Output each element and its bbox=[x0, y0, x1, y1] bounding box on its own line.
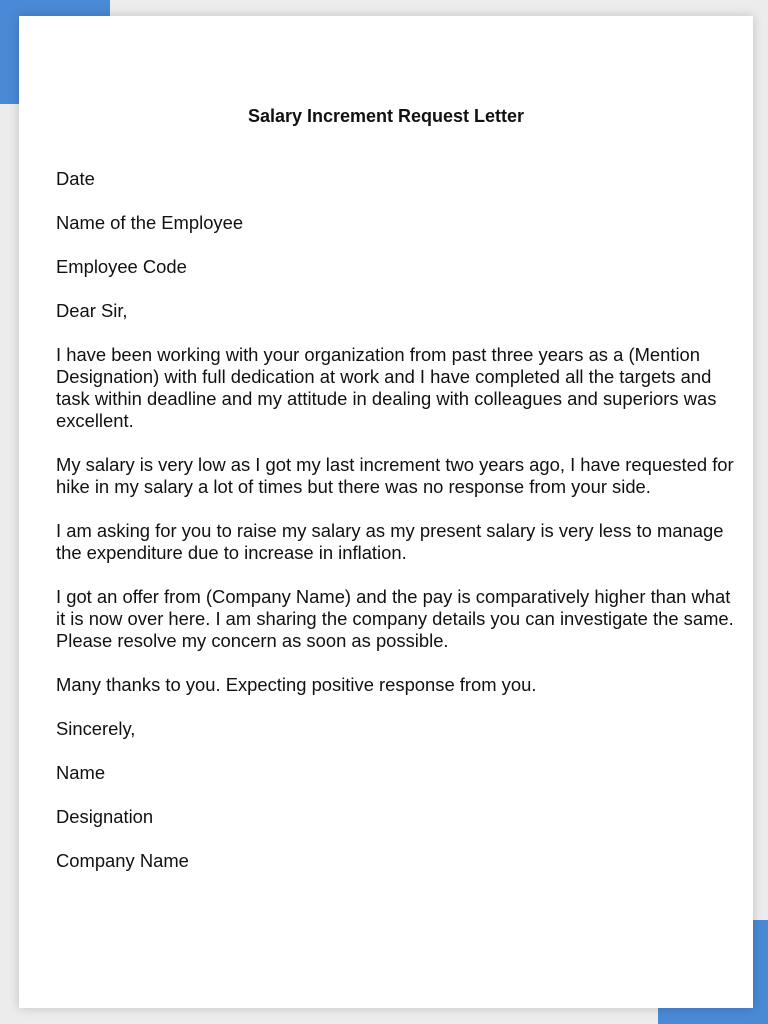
paragraph-service-record: I have been working with your organization from past three years as a (Mention Designation) with full dedication at work and I have completed all the targets and task within deadline and my attitude in dealing with colleagues and superiors was excellent. bbox=[56, 344, 717, 431]
closing: Sincerely, bbox=[56, 718, 136, 739]
letter-date: Date bbox=[56, 168, 95, 189]
signature-company: Company Name bbox=[56, 850, 189, 871]
letter-paper bbox=[19, 16, 753, 1008]
paragraph-competing-offer: I got an offer from (Company Name) and the pay is comparatively higher than what it is now over here. I am sharing the company details you can investigate the same. Please resolve my concern as soon as possible. bbox=[56, 586, 734, 651]
paragraph-raise-request: I am asking for you to raise my salary as my present salary is very less to manage the expenditure due to increase in inflation. bbox=[56, 520, 724, 563]
letter-body bbox=[56, 168, 740, 894]
letter-title: Salary Increment Request Letter bbox=[247, 106, 525, 126]
signature-name: Name bbox=[56, 762, 106, 783]
salutation: Dear Sir, bbox=[56, 300, 128, 321]
signature-designation: Designation bbox=[56, 806, 154, 827]
paragraph-salary-status: My salary is very low as I got my last increment two years ago, I have requested for hike in my salary a lot of times but there was no response from your side. bbox=[56, 454, 734, 497]
paragraph-thanks: Many thanks to you. Expecting positive response from you. bbox=[56, 674, 537, 695]
employee-name: Name of the Employee bbox=[56, 212, 244, 233]
employee-code: Employee Code bbox=[56, 256, 187, 277]
